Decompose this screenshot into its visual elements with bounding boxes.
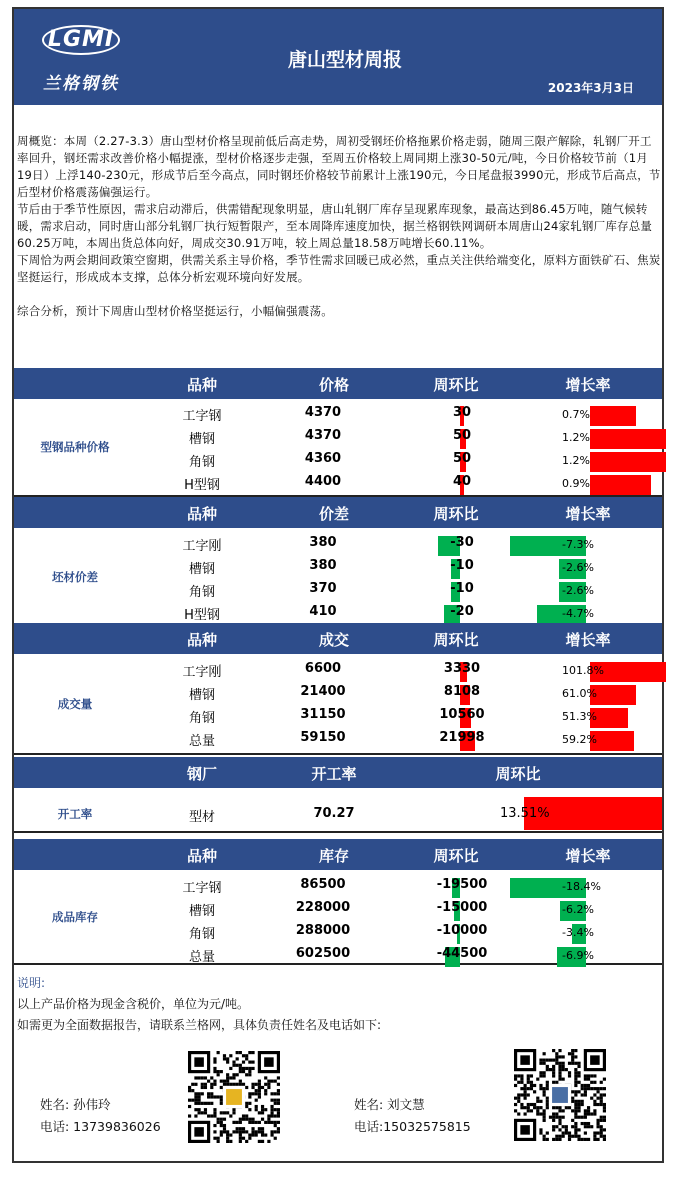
summary-paragraph: 综合分析，预计下周唐山型材价格坚挺运行，小幅偏强震荡。 — [17, 304, 333, 318]
rate-value: -7.3% — [562, 538, 594, 551]
contact-name: 姓名: 孙伟玲 — [40, 1097, 111, 1112]
row-name: 槽钢 — [188, 688, 215, 703]
rate-value: -6.2% — [562, 903, 594, 916]
table-row — [136, 727, 662, 750]
change-value: 3330 — [443, 661, 481, 676]
column-header: 增长率 — [565, 505, 611, 523]
column-header: 周环比 — [433, 847, 479, 865]
section-label: 成品库存 — [52, 910, 98, 924]
row-value: 21400 — [300, 684, 346, 699]
row-value: 602500 — [295, 946, 351, 961]
change-value: 40 — [452, 474, 472, 489]
row-name: H型钢 — [184, 478, 220, 493]
column-header: 库存 — [318, 847, 349, 865]
rate-value: 59.2% — [562, 733, 597, 746]
row-value: 370 — [309, 581, 337, 596]
change-value: -30 — [450, 535, 474, 550]
change-value: -44500 — [436, 946, 488, 961]
rate-value: -18.4% — [562, 880, 601, 893]
rate-value: 1.2% — [562, 431, 590, 444]
contact-2 — [354, 1094, 471, 1138]
qr-code-icon — [188, 1051, 280, 1143]
summary-paragraph: 周概览：本周（2.27-3.3）唐山型材价格呈现前低后高走势，周初受钢坯价格拖累价格走弱，随周三限产解除，轧钢厂开工率回升，钢坯需求改善价格小幅提涨，型材价格逐步走强，至周五价格较上周同期上涨30-50元/吨，今日价格较节前（1月19日）上浮140-230元，形成节后至今高点，同时钢坯价格较节前累计上涨190元，今日尾盘报3990元，形成节后高点，节后型材价格震荡偏强运行。 — [17, 134, 661, 199]
row-value: 4360 — [304, 451, 342, 466]
section-label: 成交量 — [57, 697, 93, 711]
change-value: -20 — [450, 604, 474, 619]
row-name: H型钢 — [184, 608, 220, 623]
row-value: 70.27 — [313, 806, 355, 821]
section-label: 开工率 — [57, 807, 93, 821]
change-value: 10560 — [439, 707, 485, 722]
column-header: 增长率 — [565, 376, 611, 394]
contact-phone: 电话:15032575815 — [354, 1119, 471, 1134]
weekly-summary — [17, 133, 661, 320]
column-header: 周环比 — [433, 376, 479, 394]
row-value: 31150 — [300, 707, 346, 722]
table-row — [136, 532, 662, 555]
change-value: -10 — [450, 581, 474, 596]
row-name: 角钢 — [188, 585, 215, 600]
summary-gap — [17, 286, 661, 303]
table-row — [136, 601, 662, 624]
change-value: 13.51% — [500, 806, 550, 821]
column-header: 开工率 — [311, 765, 357, 783]
rate-value: -6.9% — [562, 949, 594, 962]
change-value: -19500 — [436, 877, 488, 892]
column-header: 价格 — [318, 376, 349, 394]
report-date: 2023年3月3日 — [547, 81, 634, 95]
rate-bar — [590, 429, 666, 449]
row-name: 角钢 — [188, 927, 215, 942]
rate-value: 61.0% — [562, 687, 597, 700]
row-name: 槽钢 — [188, 562, 215, 577]
change-value: 8108 — [443, 684, 481, 699]
table-row — [136, 920, 662, 943]
table-row — [136, 943, 662, 966]
contact-1 — [40, 1094, 161, 1138]
column-header: 品种 — [186, 376, 217, 394]
rate-value: -2.6% — [562, 584, 594, 597]
table-header — [14, 839, 662, 870]
row-value: 380 — [309, 558, 337, 573]
qr-code-icon — [514, 1049, 606, 1141]
table-row — [136, 874, 662, 897]
table-row — [136, 704, 662, 727]
table-row — [136, 555, 662, 578]
logo-cn: 兰格钢铁 — [43, 74, 119, 94]
table-header — [14, 368, 662, 399]
change-value: 50 — [452, 428, 472, 443]
column-header: 品种 — [186, 847, 217, 865]
row-value: 228000 — [295, 900, 351, 915]
row-name: 工字刚 — [182, 539, 222, 554]
row-name: 工字钢 — [182, 409, 222, 424]
notes-line: 如需更为全面数据报告，请联系兰格网，具体负责任姓名及电话如下: — [17, 1018, 382, 1032]
row-value: 410 — [309, 604, 337, 619]
row-name: 槽钢 — [188, 904, 215, 919]
rate-value: -3.4% — [562, 926, 594, 939]
row-name: 工字刚 — [182, 665, 222, 680]
column-header: 品种 — [186, 631, 217, 649]
row-name: 槽钢 — [188, 432, 215, 447]
report-header — [14, 9, 662, 105]
change-value: 30 — [452, 405, 472, 420]
row-value: 380 — [309, 535, 337, 550]
row-value: 4370 — [304, 405, 342, 420]
column-header: 价差 — [318, 505, 349, 523]
table-row — [136, 658, 662, 681]
column-header: 成交 — [318, 631, 349, 649]
column-header: 增长率 — [565, 847, 611, 865]
row-value: 86500 — [300, 877, 346, 892]
table-row — [136, 578, 662, 601]
notes — [17, 973, 381, 1036]
table-row — [136, 425, 662, 448]
rate-value: 0.9% — [562, 477, 590, 490]
row-value: 288000 — [295, 923, 351, 938]
table-row — [136, 471, 662, 494]
table-header — [14, 757, 662, 788]
change-value: -10 — [450, 558, 474, 573]
summary-paragraph: 节后由于季节性原因，需求启动滞后，供需错配现象明显，唐山轧钢厂库存呈现累库现象，最高达到86.45万吨，随气候转暖，需求启动，同时唐山部分轧钢厂执行短暂限产，至本周降库速度加快，据兰格钢铁网调研本周唐山24家轧钢厂库存总量60.25万吨，本周出货总体向好，周成交30.91万吨，较上周总量18.58万吨增长60.11%。 — [17, 202, 653, 250]
table-row — [136, 897, 662, 920]
section-label: 型钢品种价格 — [40, 440, 110, 454]
notes-title: 说明: — [17, 976, 46, 990]
row-value: 6600 — [304, 661, 342, 676]
row-name: 角钢 — [188, 455, 215, 470]
row-value: 4400 — [304, 474, 342, 489]
row-name: 总量 — [188, 734, 215, 749]
report-frame — [12, 7, 664, 1163]
change-value: 21998 — [439, 730, 485, 745]
change-value: 50 — [452, 451, 472, 466]
logo-text: LGMI — [47, 27, 115, 52]
change-value: -10000 — [436, 923, 488, 938]
table-section — [14, 529, 662, 627]
row-name: 角钢 — [188, 711, 215, 726]
column-header: 周环比 — [433, 505, 479, 523]
column-header: 品种 — [186, 505, 217, 523]
rate-bar — [590, 406, 636, 426]
row-value: 59150 — [300, 730, 346, 745]
rate-value: 1.2% — [562, 454, 590, 467]
rate-bar — [590, 452, 666, 472]
table-section — [14, 871, 662, 965]
rate-value: -4.7% — [562, 607, 594, 620]
contact-name: 姓名: 刘文慧 — [354, 1097, 425, 1112]
notes-line: 以上产品价格为现金含税价，单位为元/吨。 — [17, 997, 250, 1011]
table-header — [14, 623, 662, 654]
section-label: 坯材价差 — [52, 570, 98, 584]
rate-value: 51.3% — [562, 710, 597, 723]
rate-value: 0.7% — [562, 408, 590, 421]
summary-paragraph: 下周恰为两会期间政策空窗期，供需关系主导价格，季节性需求回暖已成必然，重点关注供给端变化，原料方面铁矿石、焦炭坚挺运行，形成成本支撑，总体分析宏观环境向好发展。 — [17, 253, 661, 284]
table-section — [14, 655, 662, 755]
table-section — [14, 795, 662, 833]
table-header — [14, 497, 662, 528]
row-name: 总量 — [188, 950, 215, 965]
table-row — [136, 402, 662, 425]
column-header: 周环比 — [433, 631, 479, 649]
report-title: 唐山型材周报 — [287, 49, 402, 71]
rate-value: 101.8% — [562, 664, 604, 677]
table-section — [14, 399, 662, 497]
contact-phone: 电话: 13739836026 — [40, 1119, 161, 1134]
column-header: 周环比 — [495, 765, 541, 783]
column-header: 钢厂 — [186, 765, 217, 783]
table-row — [136, 681, 662, 704]
row-value: 4370 — [304, 428, 342, 443]
table-row — [136, 448, 662, 471]
row-name: 型材 — [188, 810, 215, 825]
row-name: 工字钢 — [182, 881, 222, 896]
change-value: -15000 — [436, 900, 488, 915]
rate-value: -2.6% — [562, 561, 594, 574]
column-header: 增长率 — [565, 631, 611, 649]
rate-bar — [590, 475, 651, 495]
